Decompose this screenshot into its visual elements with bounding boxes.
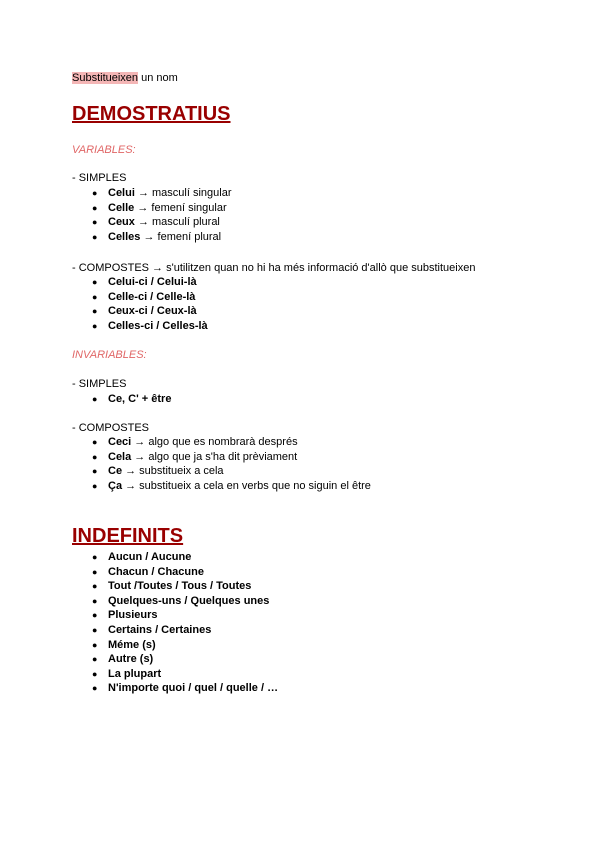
- bullet-icon: ●: [92, 480, 98, 491]
- item-term: N'importe quoi / quel / quelle / …: [108, 682, 279, 695]
- item-description: → algo que ja s'ha dit prèviament: [131, 450, 298, 463]
- item-term: Celle: [108, 201, 135, 214]
- bullet-icon: ●: [92, 639, 98, 650]
- list-item: [0, 319, 208, 334]
- compostes-label: - COMPOSTES → s'utilitzen quan no hi ha més informació d'allò que substitueixen: [72, 262, 476, 274]
- bullet-icon: ●: [92, 668, 98, 679]
- item-term: Ceux-ci / Ceux-là: [108, 305, 197, 318]
- item-term: Ceux: [108, 216, 135, 229]
- bullet-icon: ●: [92, 595, 98, 606]
- bullet-icon: ●: [92, 552, 98, 562]
- item-term: Ce, C' + être: [108, 393, 172, 405]
- item-term: Quelques-uns / Quelques unes: [108, 594, 270, 607]
- bullet-icon: ●: [92, 610, 98, 621]
- item-term: Celles-ci / Celles-là: [108, 319, 208, 332]
- list-item: [0, 450, 371, 465]
- item-description: → substitueix a cela: [122, 465, 224, 478]
- list-item: [0, 290, 208, 305]
- bullet-icon: ●: [92, 306, 98, 317]
- list-item: [0, 392, 171, 407]
- item-term: Aucun / Aucune: [108, 551, 192, 563]
- intro-highlight: Substitueixen: [72, 72, 139, 84]
- inv-simples-list: [0, 392, 171, 407]
- item-term: Celle-ci / Celle-là: [108, 290, 196, 303]
- demostratius-heading: DEMOSTRATIUS: [72, 103, 231, 125]
- list-item: [0, 608, 278, 623]
- item-description: → masculí singular: [134, 187, 232, 199]
- item-term: La plupart: [108, 667, 162, 680]
- variables-label: VARIABLES:: [72, 144, 136, 156]
- item-term: Ça: [108, 479, 123, 492]
- list-item: [0, 215, 232, 230]
- list-item: [0, 594, 278, 609]
- indefinits-heading: INDEFINITS: [72, 525, 184, 547]
- bullet-icon: ●: [92, 566, 98, 577]
- item-term: Chacun / Chacune: [108, 565, 204, 578]
- item-description: → algo que es nombrarà després: [131, 436, 298, 448]
- item-term: Autre (s): [108, 653, 154, 666]
- bullet-icon: ●: [92, 394, 98, 404]
- list-item: [0, 230, 232, 245]
- list-item: [0, 638, 278, 653]
- list-item: [0, 464, 371, 479]
- list-item: [0, 275, 208, 290]
- bullet-icon: ●: [92, 188, 98, 198]
- bullet-icon: ●: [92, 654, 98, 665]
- bullet-icon: ●: [92, 277, 98, 287]
- list-item: [0, 565, 278, 580]
- bullet-icon: ●: [92, 624, 98, 635]
- item-term: Plusieurs: [108, 609, 158, 622]
- item-term: Celui-ci / Celui-là: [108, 276, 197, 288]
- item-term: Cela: [108, 450, 132, 463]
- list-item: [0, 667, 278, 682]
- item-description: → femení singular: [134, 201, 227, 214]
- inv-compostes-list: [0, 435, 371, 493]
- item-term: Ce: [108, 465, 123, 478]
- item-term: Celui: [108, 187, 135, 199]
- item-description: → femení plural: [140, 230, 222, 243]
- bullet-icon: ●: [92, 581, 98, 592]
- list-item: [0, 623, 278, 638]
- simples-label: - SIMPLES: [72, 172, 127, 184]
- item-term: Certains / Certaines: [108, 623, 212, 636]
- compostes-list: [0, 275, 208, 333]
- inv-compostes-label: - COMPOSTES: [72, 422, 150, 434]
- item-term: Celles: [108, 230, 141, 243]
- inv-simples-label: - SIMPLES: [72, 378, 127, 390]
- bullet-icon: ●: [92, 466, 98, 477]
- list-item: [0, 550, 278, 565]
- list-item: [0, 579, 278, 594]
- list-item: [0, 435, 371, 450]
- bullet-icon: ●: [92, 217, 98, 228]
- item-description: → substitueix a cela en verbs que no siguin el être: [122, 479, 371, 492]
- bullet-icon: ●: [92, 202, 98, 213]
- intro-line: [72, 71, 178, 85]
- bullet-icon: ●: [92, 320, 98, 331]
- item-term: Tout /Toutes / Tous / Toutes: [108, 580, 252, 593]
- invariables-label: INVARIABLES:: [72, 349, 147, 361]
- bullet-icon: ●: [92, 451, 98, 462]
- simples-list: [0, 186, 232, 244]
- indefinits-list: [0, 550, 278, 696]
- list-item: [0, 681, 278, 696]
- item-description: → masculí plural: [134, 216, 220, 229]
- bullet-icon: ●: [92, 231, 98, 242]
- list-item: [0, 304, 208, 319]
- intro-rest: un nom: [138, 72, 178, 84]
- item-term: Ceci: [108, 436, 132, 448]
- item-term: Méme (s): [108, 638, 156, 651]
- list-item: [0, 652, 278, 667]
- list-item: [0, 201, 232, 216]
- list-item: [0, 479, 371, 494]
- bullet-icon: ●: [92, 291, 98, 302]
- bullet-icon: ●: [92, 437, 98, 447]
- bullet-icon: ●: [92, 683, 98, 694]
- list-item: [0, 186, 232, 201]
